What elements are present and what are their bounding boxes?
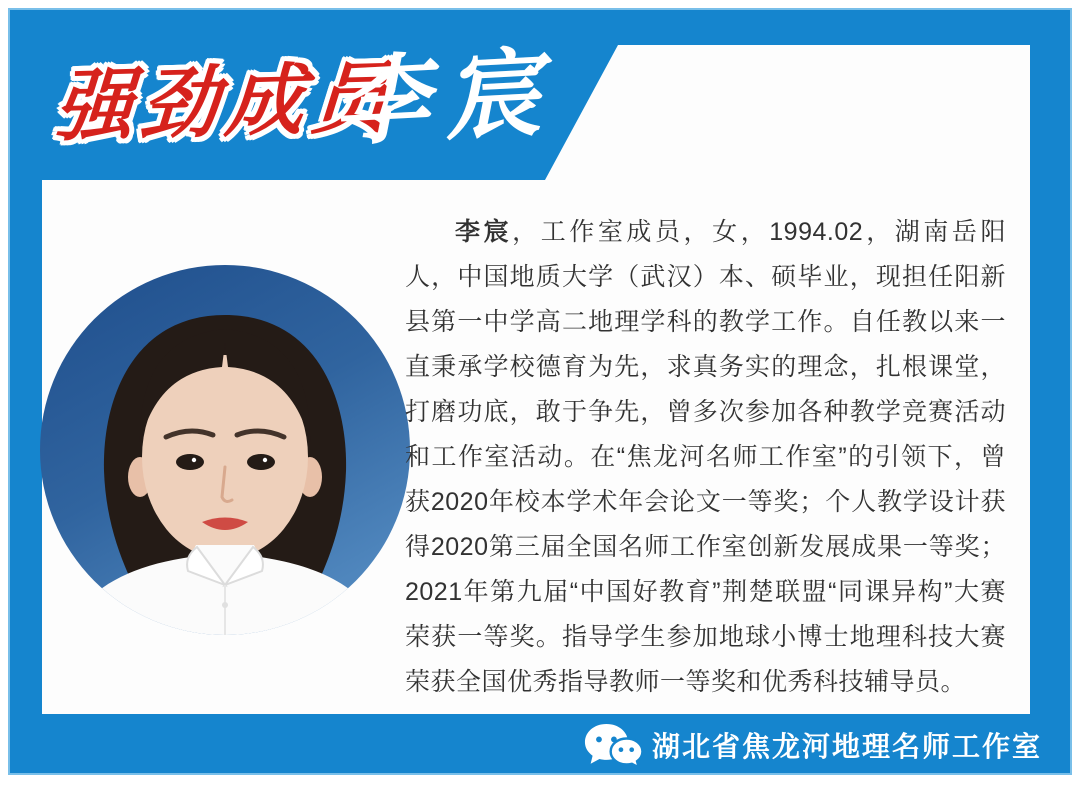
bio-member-name: 李宸 bbox=[455, 218, 513, 246]
header bbox=[0, 0, 1080, 180]
bio-text: ，工作室成员，女，1994.02，湖南岳阳人，中国地质大学（武汉）本、硕毕业，现担任阳新县第一中学高二地理学科的教学工作。自任教以来一直秉承学校德育为先，求真务实的理念，扎根课堂，打磨功底，敢于争先，曾多次参加各种教学竞赛活动和工作室活动。在“焦龙河名师工作室”的引领下，曾获2020年校本学术年会论文一等奖；个人教学设计获得2020第三届全国名师工作室创新发展成果一等奖；2021年第九届“中国好教育”荆楚联盟“同课异构”大赛荣获一等奖。指导学生参加地球小博士地理科技大赛荣获全国优秀指导教师一等奖和优秀科技辅导员。 bbox=[405, 218, 1006, 696]
header-badge-title: 强劲成员 bbox=[52, 52, 399, 153]
bio-paragraph bbox=[405, 210, 1006, 705]
footer-account-name: 湖北省焦龙河地理名师工作室 bbox=[651, 731, 1042, 762]
footer bbox=[0, 716, 1042, 774]
portrait-photo bbox=[40, 265, 410, 635]
header-member-name: 李宸 bbox=[329, 35, 560, 160]
wechat-icon bbox=[584, 722, 642, 769]
